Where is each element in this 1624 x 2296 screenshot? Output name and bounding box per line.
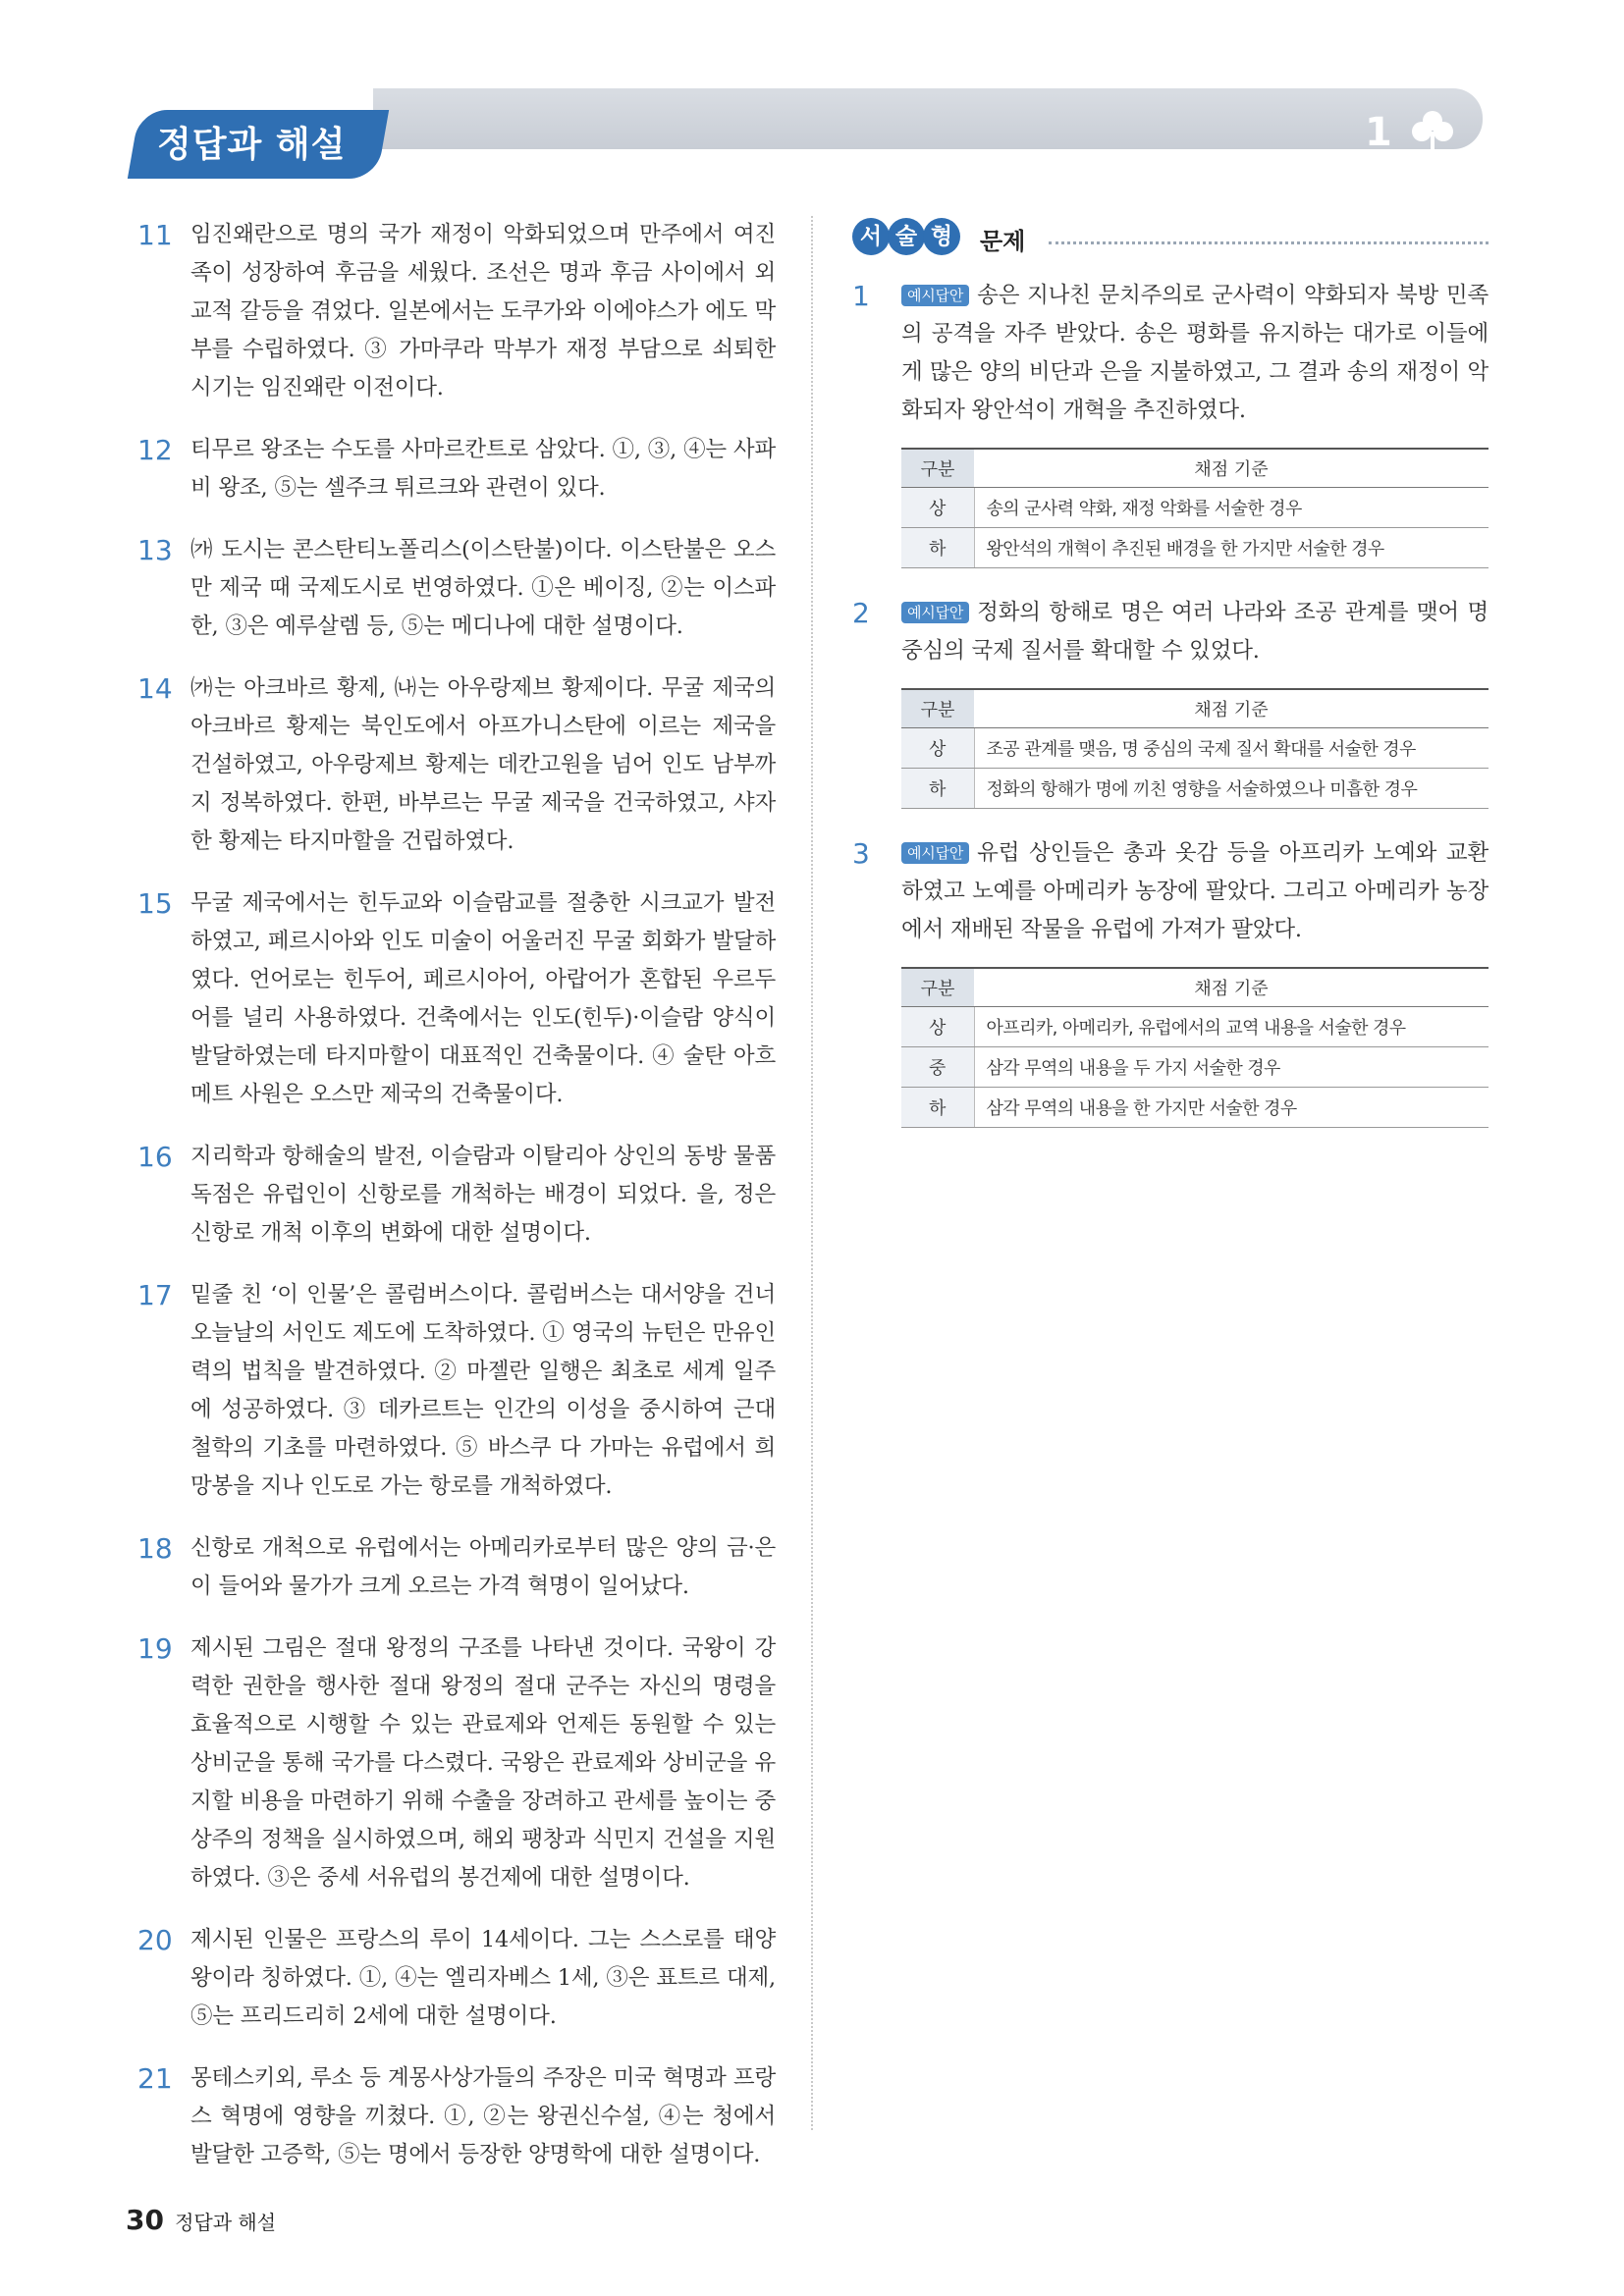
- answer-number: 12: [137, 434, 173, 466]
- answer-item: [137, 531, 776, 646]
- essay-number: 3: [852, 837, 870, 870]
- essay-item: [852, 594, 1489, 670]
- answer-explanation: 지리학과 항해술의 발전, 이슬람과 이탈리아 상인의 동방 물품 독점은 유럽인이 신항로를 개척하는 배경이 되었다. 을, 정은 신항로 개척 이후의 변화에 대한 설명이다.: [190, 1144, 776, 1246]
- grade-level: 하: [901, 528, 974, 568]
- grade-level: 중: [901, 1047, 974, 1088]
- essay-number: 2: [852, 597, 870, 629]
- grade-criteria: 왕안석의 개혁이 추진된 배경을 한 가지만 서술한 경우: [974, 528, 1489, 568]
- answer-number: 20: [137, 1924, 173, 1956]
- answer-item: [137, 2059, 776, 2174]
- dotted-rule: [1049, 241, 1489, 244]
- clover-icon: [1406, 108, 1459, 153]
- pill-char: 형: [923, 218, 960, 255]
- col-header-level: 구분: [901, 449, 974, 488]
- answer-explanation: 몽테스키외, 루소 등 계몽사상가들의 주장은 미국 혁명과 프랑스 혁명에 영향을 끼쳤다. ①, ②는 왕권신수설, ④는 청에서 발달한 고증학, ⑤는 명에서 등장한 양명학에 대한 설명이다.: [190, 2065, 776, 2167]
- answer-item: [137, 216, 776, 407]
- page-number: 30: [126, 2204, 164, 2236]
- grade-level: 하: [901, 769, 974, 809]
- answer-item: [137, 1529, 776, 1606]
- col-header-level: 구분: [901, 689, 974, 728]
- grading-row: [901, 528, 1489, 568]
- essay-answer: [901, 834, 1489, 949]
- answer-item: [137, 669, 776, 861]
- grade-level: 상: [901, 488, 974, 528]
- essay-item: [852, 277, 1489, 430]
- answer-number: 15: [137, 887, 173, 920]
- grade-level: 하: [901, 1088, 974, 1128]
- essay-number: 1: [852, 280, 870, 312]
- grading-table: [901, 967, 1489, 1128]
- grade-level: 상: [901, 728, 974, 769]
- grading-table-header: [901, 689, 1489, 728]
- answer-item: [137, 884, 776, 1114]
- grading-row: [901, 728, 1489, 769]
- grading-row: [901, 1088, 1489, 1128]
- grade-criteria: 조공 관계를 맺음, 명 중심의 국제 질서 확대를 서술한 경우: [974, 728, 1489, 769]
- page-header-title: 정답과 해설: [157, 125, 347, 165]
- column-divider: [811, 216, 813, 2130]
- col-header-criteria: 채점 기준: [974, 449, 1489, 488]
- essay-pill: [852, 218, 958, 261]
- section-label: 문제: [980, 228, 1026, 255]
- pill-char: 서: [852, 218, 890, 255]
- answer-explanation: 티무르 왕조는 수도를 사마르칸트로 삼았다. ①, ③, ④는 사파비 왕조, ⑤는 셀주크 튀르크와 관련이 있다.: [190, 437, 776, 501]
- answer-number: 18: [137, 1532, 173, 1565]
- essay-section-header: [852, 216, 1489, 263]
- essay-item: [852, 834, 1489, 949]
- answer-number: 21: [137, 2062, 173, 2095]
- answer-explanation: 제시된 인물은 프랑스의 루이 14세이다. 그는 스스로를 태양왕이라 칭하였다. ①, ④는 엘리자베스 1세, ③은 표트르 대제, ⑤는 프리드리히 2세에 대한 설명이다.: [190, 1927, 776, 2029]
- essay-answer-text: 정화의 항해로 명은 여러 나라와 조공 관계를 맺어 명 중심의 국제 질서를 확대할 수 있었다.: [901, 600, 1489, 664]
- answer-number: 11: [137, 219, 173, 251]
- answer-explanation: 제시된 그림은 절대 왕정의 구조를 나타낸 것이다. 국왕이 강력한 권한을 행사한 절대 왕정의 절대 군주는 자신의 명령을 효율적으로 시행할 수 있는 관료제와 언제든 동원할 수 있는 상비군을 통해 국가를 다스렸다. 국왕은 관료제와 상비군을 유지할 비용을 마련하기 위해 수출을 장려하고 관세를 높이는 중상주의 정책을 실시하였으며, 해외 팽창과 식민지 건설을 지원하였다. ③은 중세 서유럽의 봉건제에 대한 설명이다.: [190, 1635, 776, 1891]
- sample-answer-badge: 예시답안: [901, 602, 969, 623]
- answer-explanation: ㈎ 도시는 콘스탄티노폴리스(이스탄불)이다. 이스탄불은 오스만 제국 때 국제도시로 번영하였다. ①은 베이징, ②는 이스파한, ③은 예루살렘 등, ⑤는 메디나에 대한 설명이다.: [190, 537, 776, 639]
- answer-item: [137, 431, 776, 507]
- answer-list-left: [137, 216, 776, 2198]
- answer-item: [137, 1921, 776, 2036]
- header-bar: [373, 88, 1483, 149]
- essay-section: [852, 216, 1489, 1153]
- essay-answer: [901, 594, 1489, 670]
- answer-explanation: ㈎는 아크바르 황제, ㈏는 아우랑제브 황제이다. 무굴 제국의 아크바르 황제는 북인도에서 아프가니스탄에 이르는 제국을 건설하였고, 아우랑제브 황제는 데칸고원을 넘어 인도 남부까지 정복하였다. 한편, 바부르는 무굴 제국을 건국하였고, 샤자한 황제는 타지마할을 건립하였다.: [190, 675, 776, 854]
- answer-explanation: 밑줄 친 ‘이 인물’은 콜럼버스이다. 콜럼버스는 대서양을 건너 오늘날의 서인도 제도에 도착하였다. ① 영국의 뉴턴은 만유인력의 법칙을 발견하였다. ② 마젤란 일행은 최초로 세계 일주에 성공하였다. ③ 데카르트는 인간의 이성을 중시하여 근대 철학의 기초를 마련하였다. ⑤ 바스쿠 다 가마는 유럽에서 희망봉을 지나 인도로 가는 항로를 개척하였다.: [190, 1282, 776, 1499]
- grade-criteria: 삼각 무역의 내용을 한 가지만 서술한 경우: [974, 1088, 1489, 1128]
- col-header-criteria: 채점 기준: [974, 689, 1489, 728]
- footer-label: 정답과 해설: [175, 2211, 277, 2234]
- grade-criteria: 정화의 항해가 명에 끼친 영향을 서술하였으나 미흡한 경우: [974, 769, 1489, 809]
- essay-answer-text: 송은 지나친 문치주의로 군사력이 약화되자 북방 민족의 공격을 자주 받았다. 송은 평화를 유지하는 대가로 이들에게 많은 양의 비단과 은을 지불하였고, 그 결과 송의 재정이 악화되자 왕안석이 개혁을 추진하였다.: [901, 283, 1489, 423]
- grading-table-header: [901, 968, 1489, 1007]
- chapter-number: 1: [1365, 110, 1392, 155]
- grade-criteria: 아프리카, 아메리카, 유럽에서의 교역 내용을 서술한 경우: [974, 1007, 1489, 1047]
- answer-number: 16: [137, 1141, 173, 1173]
- grade-criteria: 삼각 무역의 내용을 두 가지 서술한 경우: [974, 1047, 1489, 1088]
- grade-criteria: 송의 군사력 약화, 재정 악화를 서술한 경우: [974, 488, 1489, 528]
- answer-explanation: 신항로 개척으로 유럽에서는 아메리카로부터 많은 양의 금·은이 들어와 물가가 크게 오르는 가격 혁명이 일어났다.: [190, 1535, 776, 1599]
- essay-answer: [901, 277, 1489, 430]
- grading-row: [901, 1047, 1489, 1088]
- grade-level: 상: [901, 1007, 974, 1047]
- answer-item: [137, 1276, 776, 1506]
- grading-row: [901, 488, 1489, 528]
- answer-explanation: 임진왜란으로 명의 국가 재정이 악화되었으며 만주에서 여진족이 성장하여 후금을 세웠다. 조선은 명과 후금 사이에서 외교적 갈등을 겪었다. 일본에서는 도쿠가와 이에야스가 에도 막부를 수립하였다. ③ 가마쿠라 막부가 재정 부담으로 쇠퇴한 시기는 임진왜란 이전이다.: [190, 222, 776, 400]
- pill-char: 술: [888, 218, 925, 255]
- answer-number: 13: [137, 534, 173, 566]
- essay-answer-text: 유럽 상인들은 총과 옷감 등을 아프리카 노예와 교환하였고 노예를 아메리카 농장에 팔았다. 그리고 아메리카 농장에서 재배된 작물을 유럽에 가져가 팔았다.: [901, 840, 1489, 942]
- grading-table-header: [901, 449, 1489, 488]
- grading-table: [901, 448, 1489, 568]
- grading-row: [901, 769, 1489, 809]
- sample-answer-badge: 예시답안: [901, 285, 969, 306]
- grading-table: [901, 688, 1489, 809]
- answer-item: [137, 1629, 776, 1897]
- grading-row: [901, 1007, 1489, 1047]
- answer-item: [137, 1138, 776, 1253]
- answer-number: 17: [137, 1279, 173, 1311]
- page-footer: [126, 2204, 276, 2236]
- sample-answer-badge: 예시답안: [901, 842, 969, 864]
- answer-explanation: 무굴 제국에서는 힌두교와 이슬람교를 절충한 시크교가 발전하였고, 페르시아와 인도 미술이 어울러진 무굴 회화가 발달하였다. 언어로는 힌두어, 페르시아어, 아랍어가 혼합된 우르두어를 널리 사용하였다. 건축에서는 인도(힌두)·이슬람 양식이 발달하였는데 타지마할이 대표적인 건축물이다. ④ 술탄 아흐메트 사원은 오스만 제국의 건축물이다.: [190, 890, 776, 1107]
- col-header-level: 구분: [901, 968, 974, 1007]
- answer-number: 14: [137, 672, 173, 705]
- col-header-criteria: 채점 기준: [974, 968, 1489, 1007]
- essay-answers: [852, 277, 1489, 1128]
- answer-number: 19: [137, 1632, 173, 1665]
